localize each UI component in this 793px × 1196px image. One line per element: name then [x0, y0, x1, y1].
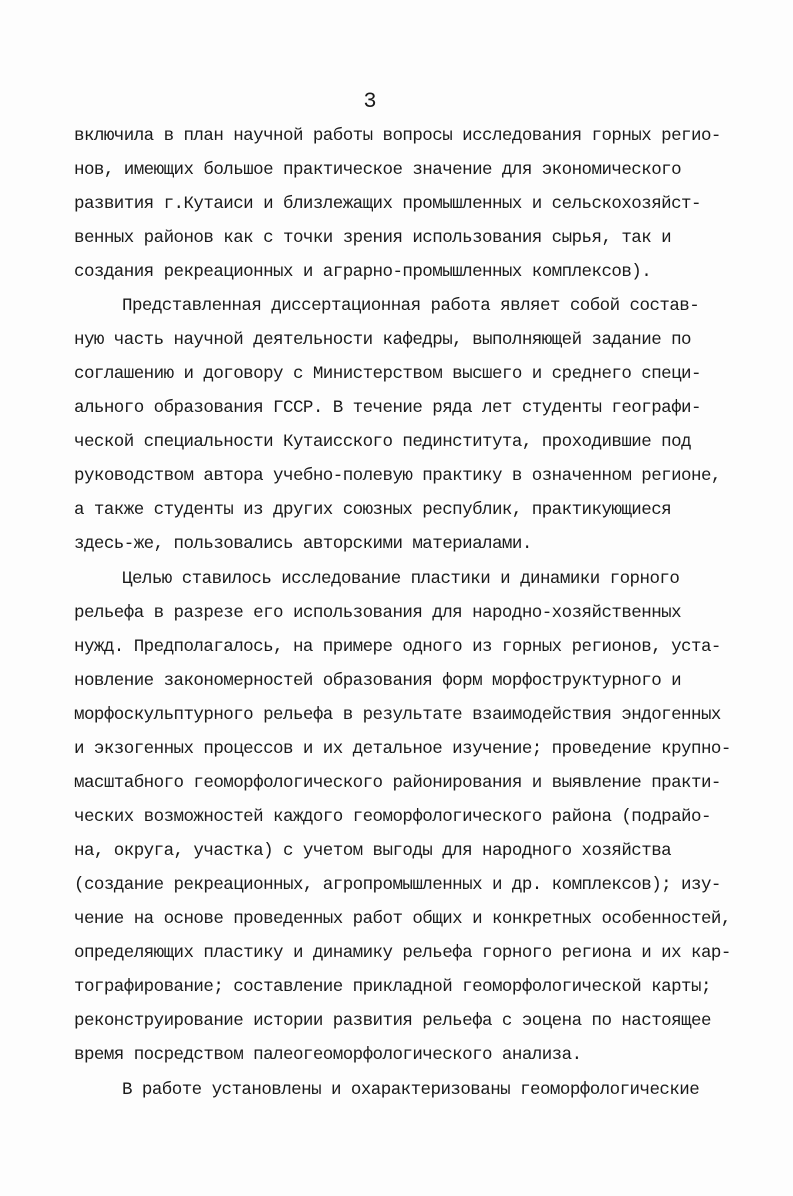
text-line: создания рекреационных и аграрно-промышленных комплексов). [74, 262, 652, 282]
text-line: чение на основе проведенных работ общих и конкретных особенностей, [74, 909, 731, 929]
text-line: соглашению и договору с Министерством высшего и среднего специ- [74, 364, 701, 384]
text-line: включила в план научной работы вопросы исследования горных регио- [74, 126, 721, 146]
text-line: развития г.Кутаиси и близлежащих промышленных и сельскохозяйст- [74, 194, 701, 214]
text-line: определяющих пластику и динамику рельефа горного региона и их кар- [74, 943, 731, 963]
text-line: реконструирование истории развития рельефа с эоцена по настоящее [74, 1011, 711, 1031]
text-line: венных районов как с точки зрения использования сырья, так и [74, 228, 672, 248]
text-line: рельефа в разрезе его использования для народно-хозяйственных [74, 603, 682, 623]
text-line: В работе установлены и охарактеризованы геоморфологические [122, 1080, 700, 1100]
text-line: новление закономерностей образования форм морфоструктурного и [74, 671, 682, 691]
text-line: ческих возможностей каждого геоморфологического района (подрайо- [74, 807, 711, 827]
text-line: ального образования ГССР. В течение ряда лет студенты географи- [74, 398, 701, 418]
text-line: ческой специальности Кутаисского пединститута, проходившие под [74, 432, 692, 452]
text-line: морфоскульптурного рельефа в результате взаимодействия эндогенных [74, 705, 721, 725]
text-line: (создание рекреационных, агропромышленных и др. комплексов); изу- [74, 875, 721, 895]
text-line: ную часть научной деятельности кафедры, выполняющей задание по [74, 330, 692, 350]
text-line: а также студенты из других союзных республик, практикующиеся [74, 500, 672, 520]
text-line: Целью ставилось исследование пластики и динамики горного [122, 569, 680, 589]
text-line: тографирование; составление прикладной геоморфологической карты; [74, 977, 711, 997]
text-line: масштабного геоморфологического районирования и выявление практи- [74, 773, 721, 793]
text-line: здесь-же, пользовались авторскими материалами. [74, 534, 532, 554]
page-number: 3 [363, 89, 377, 114]
text-line: и экзогенных процессов и их детальное изучение; проведение крупно- [74, 739, 731, 759]
text-line: нужд. Предполагалось, на примере одного из горных регионов, уста- [74, 637, 721, 657]
text-line: Представленная диссертационная работа являет собой состав- [122, 296, 700, 316]
text-line: нов, имеющих большое практическое значение для экономического [74, 160, 682, 180]
text-line: руководством автора учебно-полевую практику в означенном регионе, [74, 466, 721, 486]
text-line: время посредством палеогеоморфологического анализа. [74, 1045, 582, 1065]
text-line: на, округа, участка) с учетом выгоды для народного хозяйства [74, 841, 672, 861]
